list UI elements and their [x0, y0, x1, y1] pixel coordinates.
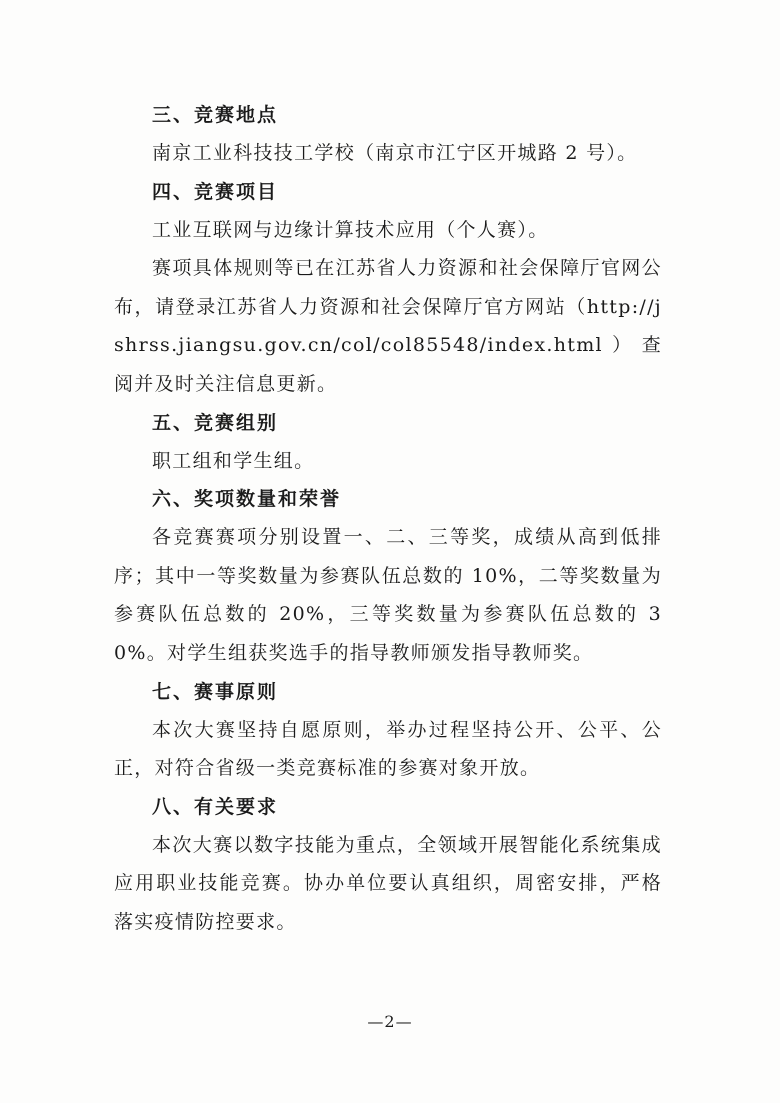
section-paragraph: 南京工业科技技工学校（南京市江宁区开城路 2 号）。	[152, 142, 638, 164]
section-paragraph: 各竞赛赛项分别设置一、二、三等奖，成绩从高到低排序；其中一等奖数量为参赛队伍总数的 10%，二等奖数量为参赛队伍总数的 20%，三等奖数量为参赛队伍总数的 30%。对学生组获奖选手的指导教师颁发指导教师奖。	[114, 526, 662, 664]
section-paragraph: 赛项具体规则等已在江苏省人力资源和社会保障厅官网公布，请登录江苏省人力资源和社会保障厅官方网站（http://jshrss.jiangsu.gov.cn/col/col85548/index.html）查阅并及时关注信息更新。	[114, 257, 662, 395]
document-body	[114, 96, 662, 942]
section-venue	[114, 96, 662, 173]
section-event	[114, 173, 662, 404]
section-groups	[114, 404, 662, 481]
section-heading: 五、竞赛组别	[152, 411, 279, 434]
section-principles	[114, 673, 662, 788]
section-heading: 三、竞赛地点	[152, 104, 279, 126]
section-heading: 八、有关要求	[152, 795, 279, 818]
section-heading: 七、赛事原则	[152, 680, 279, 703]
section-paragraph: 职工组和学生组。	[152, 449, 315, 472]
section-paragraph: 本次大赛以数字技能为重点，全领域开展智能化系统集成应用职业技能竞赛。协办单位要认真组织，周密安排，严格落实疫情防控要求。	[114, 833, 662, 933]
page-number: —2—	[367, 1012, 413, 1031]
section-heading: 四、竞赛项目	[152, 180, 279, 203]
section-paragraph: 工业互联网与边缘计算技术应用（个人赛）。	[152, 218, 549, 241]
section-awards	[114, 480, 662, 672]
section-heading: 六、奖项数量和荣誉	[152, 488, 342, 511]
section-requirements	[114, 788, 662, 942]
section-paragraph: 本次大赛坚持自愿原则，举办过程坚持公开、公平、公正，对符合省级一类竞赛标准的参赛对象开放。	[114, 718, 662, 780]
